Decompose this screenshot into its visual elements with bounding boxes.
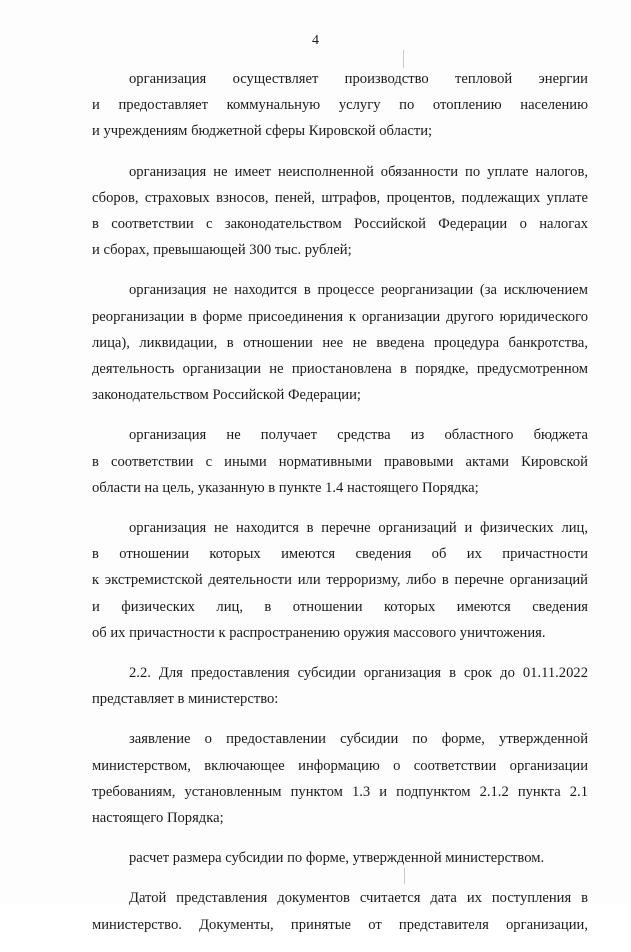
- text-line: сборов, страховых взносов, пеней, штрафов, процентов, подлежащих уплате: [92, 189, 588, 206]
- text-line: области на цель, указанную в пункте 1.4 настоящего Порядка;: [92, 479, 479, 496]
- text-line: и предоставляет коммунальную услугу по отоплению населению: [92, 97, 588, 114]
- text-line: требованиям, установленным пунктом 1.3 и подпунктом 2.1.2 пункта 2.1: [92, 783, 588, 800]
- text-line: в соответствии с законодательством Российской Федерации о налогах: [92, 216, 588, 233]
- text-line: Датой представления документов считается дата их поступления в: [129, 890, 588, 907]
- paragraph: [92, 515, 588, 646]
- scan-artifact: [403, 50, 404, 68]
- text-line: и сборах, превышающей 300 тыс. рублей;: [92, 242, 352, 259]
- text-line: к экстремистской деятельности или терроризму, либо в перечне организаций: [92, 572, 588, 589]
- paragraph: [92, 159, 588, 264]
- text-line: министерством, включающее информацию о соответствии организации: [92, 757, 588, 774]
- paragraph: [92, 66, 588, 145]
- paragraph: [92, 885, 588, 937]
- text-line: организация не находится в перечне организаций и физических лиц,: [129, 520, 588, 537]
- text-line: министерство. Документы, принятые от представителя организации,: [92, 916, 588, 933]
- text-line: настоящего Порядка;: [92, 810, 224, 827]
- text-line: в соответствии с иными нормативными правовыми актами Кировской: [92, 453, 588, 470]
- text-line: деятельность организации не приостановлена в порядке, предусмотренном: [92, 361, 588, 378]
- text-line: об их причастности к распространению оружия массового уничтожения.: [92, 624, 546, 641]
- text-line: организация не имеет неисполненной обязанности по уплате налогов,: [129, 163, 588, 180]
- text-line: расчет размера субсидии по форме, утвержденной министерством.: [129, 850, 545, 867]
- text-line: реорганизации в форме присоединения к организации другого юридического: [92, 308, 588, 325]
- paragraph: [92, 422, 588, 501]
- scan-artifact: [404, 868, 405, 884]
- text-line: и физических лиц, в отношении которых имеются сведения: [92, 598, 588, 615]
- text-line: заявление о предоставлении субсидии по форме, утвержденной: [129, 731, 588, 748]
- text-line: в отношении которых имеются сведения об их причастности: [92, 546, 588, 563]
- text-line: организация не находится в процессе реорганизации (за исключением: [129, 282, 588, 299]
- paragraph: [92, 726, 588, 831]
- text-line: 2.2. Для предоставления субсидии организация в срок до 01.11.2022: [129, 665, 588, 682]
- paragraph: [92, 660, 588, 712]
- paragraph: [92, 277, 588, 408]
- text-line: организация не получает средства из областного бюджета: [129, 427, 588, 444]
- page-number: 4: [312, 33, 319, 48]
- document-body: [92, 66, 588, 952]
- text-line: представляет в министерство:: [92, 691, 279, 708]
- text-line: лица), ликвидации, в отношении нее не введена процедура банкротства,: [92, 334, 588, 351]
- text-line: законодательством Российской Федерации;: [92, 387, 361, 404]
- paragraph: [92, 845, 588, 871]
- text-line: организация осуществляет производство тепловой энергии: [129, 71, 588, 87]
- text-line: и учреждениям бюджетной сферы Кировской области;: [92, 123, 433, 140]
